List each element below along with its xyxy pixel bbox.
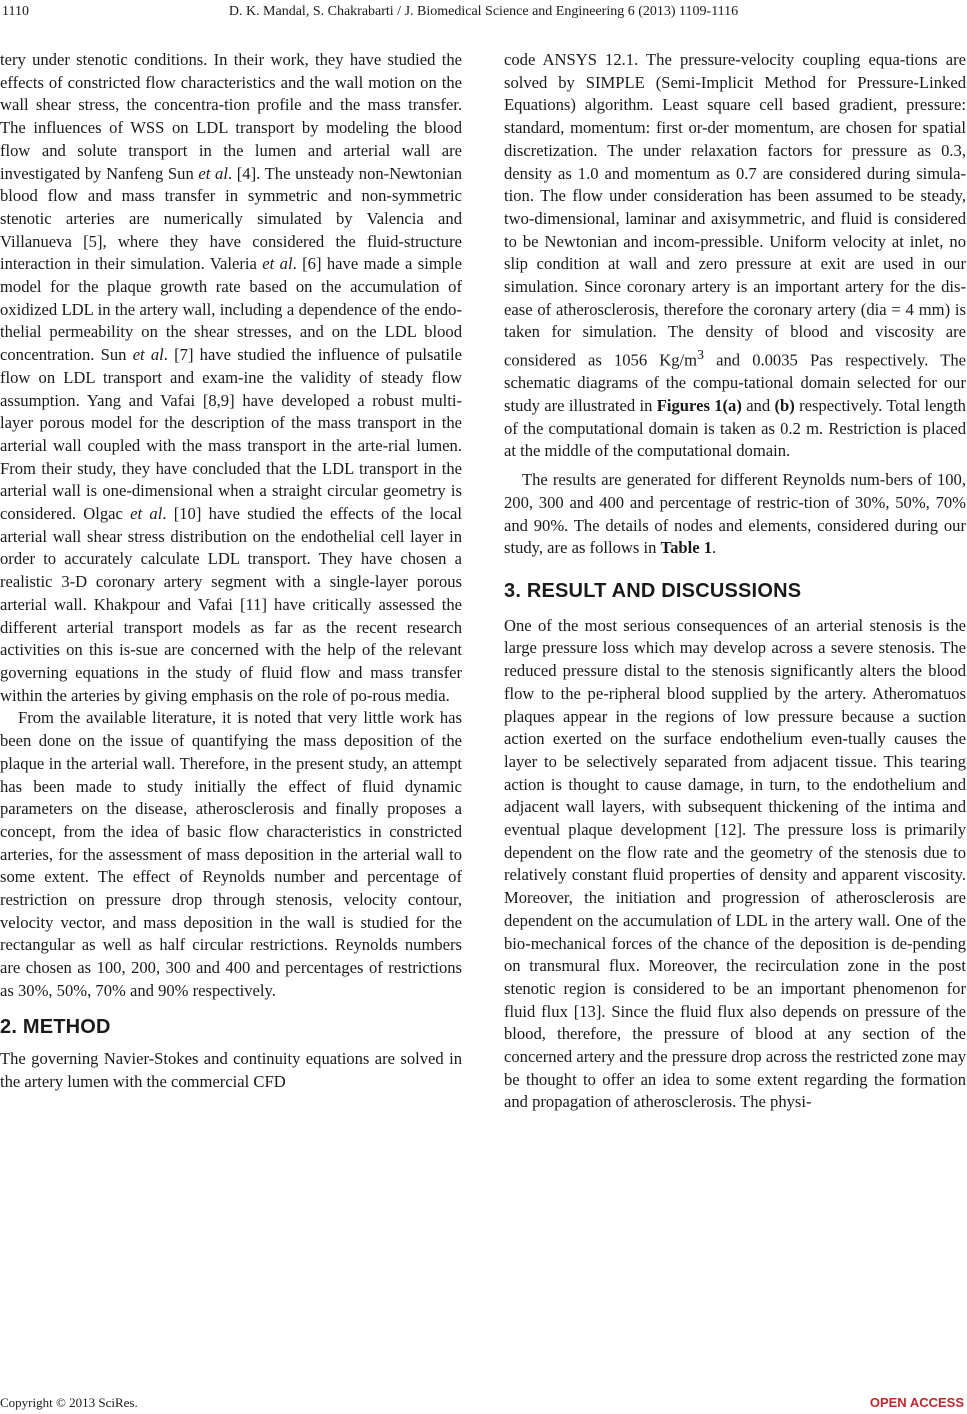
figure-reference: Figures 1(a) [656, 396, 742, 416]
right-column [504, 49, 966, 1114]
table-reference: Table 1 [660, 538, 713, 558]
paragraph: The governing Navier-Stokes and continuity equations are solved in the artery lumen with the commercial CFD [0, 1049, 462, 1091]
paragraph: code ANSYS 12.1. The pressure-velocity coupling equa-tions are solved by SIMPLE (Semi-Implicit Method for Pressure-Linked Equations) algorithm. Least square cell based gradient, pressure: standard, momentum: first or-der momentum, are chosen for spatial discretization. The under relaxation factors for pressure as 0.3, density as 1.0 and momentum as 0.7 are considered during simula-tion. The flow under consideration has been assumed to be steady, two-dimensional, laminar and axisymmetric, and fluid is considered to be Newtonian and incom-pressible. Uniform velocity at inlet, no slip condition at wall and zero pressure at exit are used in our simulation. Since coronary artery is an important artery for the dis-ease of atherosclerosis, therefore the coronary artery (dia = 4 mm) is taken for simulation. The density of blood and viscosity are considered as 1056 $Kg/m^3$ and 0.0035 Pas respectively. The schematic diagrams of the compu-tational domain selected for our study are illustrated in Figures 1(a) and (b) respectively. Total length of the computational domain is taken as 0.2 m. Restriction is placed at the middle of the computational domain. [504, 50, 966, 461]
page-header [0, 0, 967, 26]
figure-reference: (b) [774, 396, 795, 416]
paragraph: tery under stenotic conditions. In their work, they have studied the effects of constricted flow characteristics and the wall motion on the wall shear stress, the concentra-tion profile and the mass transfer. The influences of WSS on LDL transport by modeling the blood flow and solute transport in the lumen and arterial wall are investigated by Nanfeng Sun et al. [4]. The unsteady non-Newtonian blood flow and mass transfer in symmetric and non-symmetric stenotic arteries are numerically simulated by Valencia and Villanueva [5], where they have considered the fluid-structure interaction in their simulation. Valeria et al. [6] have made a simple model for the plaque growth rate based on the accumulation of oxidized LDL in the artery wall, including a dependence of the endo-thelial permeability on the shear stresses, and on the LDL blood concentration. Sun et al. [7] have studied the influence of pulsatile flow on LDL transport and exam-ine the validity of steady flow assumption. Yang and Vafai [8,9] have developed a robust multi-layer porous model for the description of the mass transport in the arterial wall coupled with the mass transport in the arte-rial lumen. From their study, they have concluded that the LDL transport in the arterial wall is one-dimensional when a straight circular geometry is considered. Olgac et al. [10] have studied the effects of the local arterial wall shear stress distribution on the endothelial cell layer in order to accurately calculate LDL transport. They have chosen a realistic 3-D coronary artery segment with a single-layer porous arterial wall. Khakpour and Vafai [11] have critically assessed the different arterial transport models as far as the recent research activities on this is-sue are concerned with the help of the relevant governing equations in the study of fluid flow and mass transfer within the arteries by giving emphasis on the role of po-rous media. [0, 50, 463, 705]
section-heading-results: 3. RESULT AND DISCUSSIONS [504, 580, 802, 602]
copyright-notice: Copyright © 2013 SciRes. [0, 1395, 138, 1410]
page-number: 1110 [2, 4, 29, 19]
paragraph: The results are generated for different Reynolds num-bers of 100, 200, 300 and 400 and percentage of restric-tion of 30%, 50%, 70% and 90%. The details of nodes and elements, considered during our study, are as follows in Table 1. [504, 470, 966, 558]
running-head: D. K. Mandal, S. Chakrabarti / J. Biomedical Science and Engineering 6 (2013) 1109-1116 [228, 4, 739, 19]
left-column [0, 49, 462, 1094]
open-access-label: OPEN ACCESS [869, 1395, 964, 1410]
paragraph: One of the most serious consequences of an arterial stenosis is the large pressure loss which may develop across a severe stenosis. The reduced pressure distal to the stenosis significantly alters the blood flow to the pe-ripheral blood supplied by the artery. Atheromatuos plaques appear in the regions of low pressure because a suction action exerted on the surface endothelium even-tually causes the layer to be selectively separated from adjacent tissue. This tearing action is thought to cause damage, in turn, to the endothelium and adjacent wall layers, with subsequent thickening of the intima and eventual plaque development [12]. The pressure loss is primarily dependent on the flow rate and the geometry of the stenosis due to relatively constant fluid properties of density and apparent viscosity. Moreover, the initiation and progression of atherosclerosis are dependent on the accumulation of LDL in the artery wall. One of the bio-mechanical forces of the chance of the deposition is de-pending on transmural flux. Moreover, the recirculation zone in the post stenotic region is considered to be an important phenomenon for fluid flux [13]. Since the fluid flux also depends on pressure of the blood, therefore, the pressure of blood at any section of the concerned artery and the pressure drop across the restricted zone may be thought to offer an idea to some extent regarding the formation and propagation of atherosclerosis. The physi- [504, 615, 966, 1112]
paragraph: From the available literature, it is noted that very little work has been done on the issue of quantifying the mass deposition of the plaque in the arterial wall. Therefore, in the present study, an attempt has been made to study initially the effect of fluid dynamic parameters on the disease, atherosclerosis and finally proposes a concept, from the idea of basic flow characteristics in constricted arteries, for the assessment of mass deposition in the arterial wall to some extent. The effect of Reynolds number and percentage of restriction on pressure drop through stenosis, velocity contour, velocity vector, and mass deposition in the wall is studied for the rectangular as well as half circular restrictions. Reynolds numbers are chosen as 100, 200, 300 and 400 and percentages of restrictions as 30%, 50%, 70% and 90% respectively. [0, 708, 462, 1000]
section-heading-method: 2. METHOD [0, 1015, 111, 1038]
